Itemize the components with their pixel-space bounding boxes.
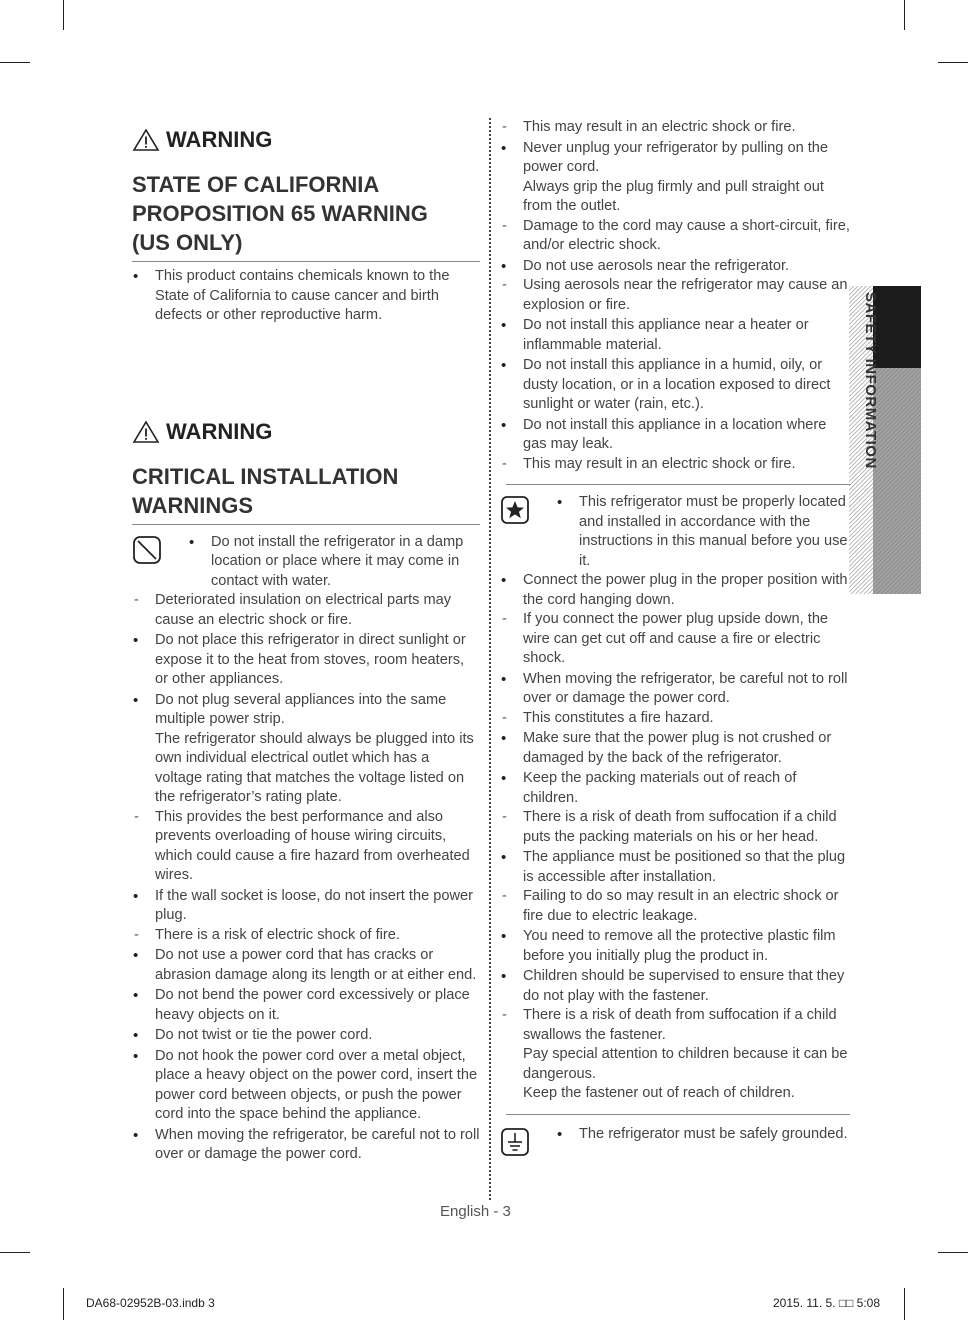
list-item: • Do not install this appliance near a heater or inflammable material. xyxy=(500,316,850,355)
list-item: • Never unplug your refrigerator by pulling on the power cord. xyxy=(500,139,850,178)
list-item: - There is a risk of electric shock of fire. xyxy=(132,926,480,946)
list-item: • You need to remove all the protective plastic film before you initially plug the product in. xyxy=(500,927,850,966)
divider xyxy=(506,1114,850,1115)
list-item: • Do not plug several appliances into the same multiple power strip. xyxy=(132,691,480,730)
prop65-list xyxy=(132,267,480,326)
list-item: • Do not hook the power cord over a metal object, place a heavy object on the power cord, insert the power cord between objects, or push the power cord into the space behind the appliance. xyxy=(132,1047,480,1125)
list-item: • Do not install this appliance in a location where gas may leak. xyxy=(500,416,850,455)
side-tab xyxy=(849,286,921,594)
list-item: • Do not bend the power cord excessively or place heavy objects on it. xyxy=(132,986,480,1025)
iconbox xyxy=(500,493,556,532)
list-item: • When moving the refrigerator, be careful not to roll over or damage the power cord. xyxy=(132,1126,480,1165)
list-item: • The appliance must be positioned so that the plug is accessible after installation. xyxy=(500,848,850,887)
list-item: - This may result in an electric shock or fire. xyxy=(500,118,850,138)
ground-note-row xyxy=(500,1125,850,1164)
title-line: WARNINGS xyxy=(132,492,253,518)
section-title-prop65 xyxy=(132,170,480,262)
title-line: (US ONLY) xyxy=(132,230,243,255)
divider xyxy=(506,484,850,485)
list-item: Keep the fastener out of reach of children. xyxy=(523,1085,795,1101)
side-tab-label: SAFETY INFORMATION xyxy=(862,292,879,469)
list-item: • Do not use a power cord that has cracks or abrasion damage along its length or at either end. xyxy=(132,946,480,985)
prohibited-icon xyxy=(132,535,162,565)
warning-label: WARNING xyxy=(166,418,273,444)
list-item: • Do not twist or tie the power cord. xyxy=(132,1026,480,1046)
crop-mark xyxy=(63,1288,64,1320)
critical-list xyxy=(132,591,480,1165)
list-item: • Do not use aerosols near the refrigerator. xyxy=(500,257,850,277)
list-item: - This may result in an electric shock or fire. xyxy=(500,455,850,475)
warning-heading xyxy=(132,416,480,448)
right-list-top xyxy=(500,118,850,474)
crop-mark xyxy=(904,0,905,30)
right-column xyxy=(500,118,850,1163)
star-icon xyxy=(500,495,530,525)
left-column xyxy=(132,124,480,1165)
warning-triangle-icon xyxy=(132,128,160,152)
footer-date: 2015. 11. 5. □□ 5:08 xyxy=(773,1296,881,1310)
damp-warning-row xyxy=(132,533,480,592)
list-item: • Do not install this appliance in a humid, oily, or dusty location, or in a location exposed to direct sunlight or water (rain, etc.). xyxy=(500,356,850,415)
icon-items xyxy=(188,533,480,592)
list-item: Always grip the plug firmly and pull straight out from the outlet. xyxy=(523,178,824,214)
crop-mark xyxy=(0,1252,30,1253)
title-line: PROPOSITION 65 WARNING xyxy=(132,201,428,226)
iconbox xyxy=(132,533,188,572)
warning-label: WARNING xyxy=(166,127,273,152)
star-note-row xyxy=(500,493,850,571)
list-item: • When moving the refrigerator, be careful not to roll over or damage the power cord. xyxy=(500,670,850,709)
list-item: - If you connect the power plug upside down, the wire can get cut off and cause a fire or electric shock. xyxy=(500,610,850,669)
icon-items xyxy=(556,1125,850,1145)
list-item: • If the wall socket is loose, do not insert the power plug. xyxy=(132,887,480,926)
list-item: - Using aerosols near the refrigerator may cause an explosion or fire. xyxy=(500,276,850,315)
list-item: • Do not install the refrigerator in a damp location or place where it may come in contact with water. xyxy=(188,533,480,592)
list-item: • Connect the power plug in the proper position with the cord hanging down. xyxy=(500,571,850,610)
list-item: - Failing to do so may result in an electric shock or fire due to electric leakage. xyxy=(500,887,850,926)
list-item: • Make sure that the power plug is not crushed or damaged by the back of the refrigerator. xyxy=(500,729,850,768)
list-item: - Damage to the cord may cause a short-circuit, fire, and/or electric shock. xyxy=(500,217,850,256)
page-number: English - 3 xyxy=(440,1203,511,1220)
list-item: • Do not place this refrigerator in direct sunlight or expose it to the heat from stoves, room heaters, or other appliances. xyxy=(132,631,480,690)
list-item: - There is a risk of death from suffocation if a child puts the packing materials on his or her head. xyxy=(500,808,850,847)
list-item: - This constitutes a fire hazard. xyxy=(500,709,850,729)
crop-mark xyxy=(904,1288,905,1320)
list-item: • This product contains chemicals known to the State of California to cause cancer and birth defects or other reproductive harm. xyxy=(132,267,480,326)
list-item: • The refrigerator must be safely grounded. xyxy=(556,1125,850,1145)
right-list-mid xyxy=(500,571,850,1104)
crop-mark xyxy=(0,62,30,63)
list-item: - There is a risk of death from suffocation if a child swallows the fastener. xyxy=(500,1006,850,1045)
footer-file: DA68-02952B-03.indb 3 xyxy=(86,1296,215,1310)
list-item: - Deteriorated insulation on electrical parts may cause an electric shock or fire. xyxy=(132,591,480,630)
list-item: • Children should be supervised to ensure that they do not play with the fastener. xyxy=(500,967,850,1006)
title-line: CRITICAL INSTALLATION xyxy=(132,463,399,489)
crop-mark xyxy=(938,62,968,63)
list-item: The refrigerator should always be plugged into its own individual electrical outlet which has a voltage rating that matches the voltage listed on the refrigerator’s rating plate. xyxy=(155,730,474,805)
list-item: • This refrigerator must be properly located and installed in accordance with the instructions in this manual before you use it. xyxy=(556,493,850,571)
title-line: STATE OF CALIFORNIA xyxy=(132,172,380,197)
icon-items xyxy=(556,493,850,571)
section-title-critical xyxy=(132,462,480,525)
column-divider xyxy=(489,118,491,1200)
crop-mark xyxy=(63,0,64,30)
list-item: Pay special attention to children because it can be dangerous. xyxy=(523,1046,848,1082)
list-item: - This provides the best performance and also prevents overloading of house wiring circuits, which could cause a fire hazard from overheated wires. xyxy=(132,808,480,886)
crop-mark xyxy=(938,1252,968,1253)
warning-triangle-icon xyxy=(132,420,160,444)
ground-icon xyxy=(500,1127,530,1157)
warning-heading xyxy=(132,124,480,156)
iconbox xyxy=(500,1125,556,1164)
list-item: • Keep the packing materials out of reach of children. xyxy=(500,769,850,808)
